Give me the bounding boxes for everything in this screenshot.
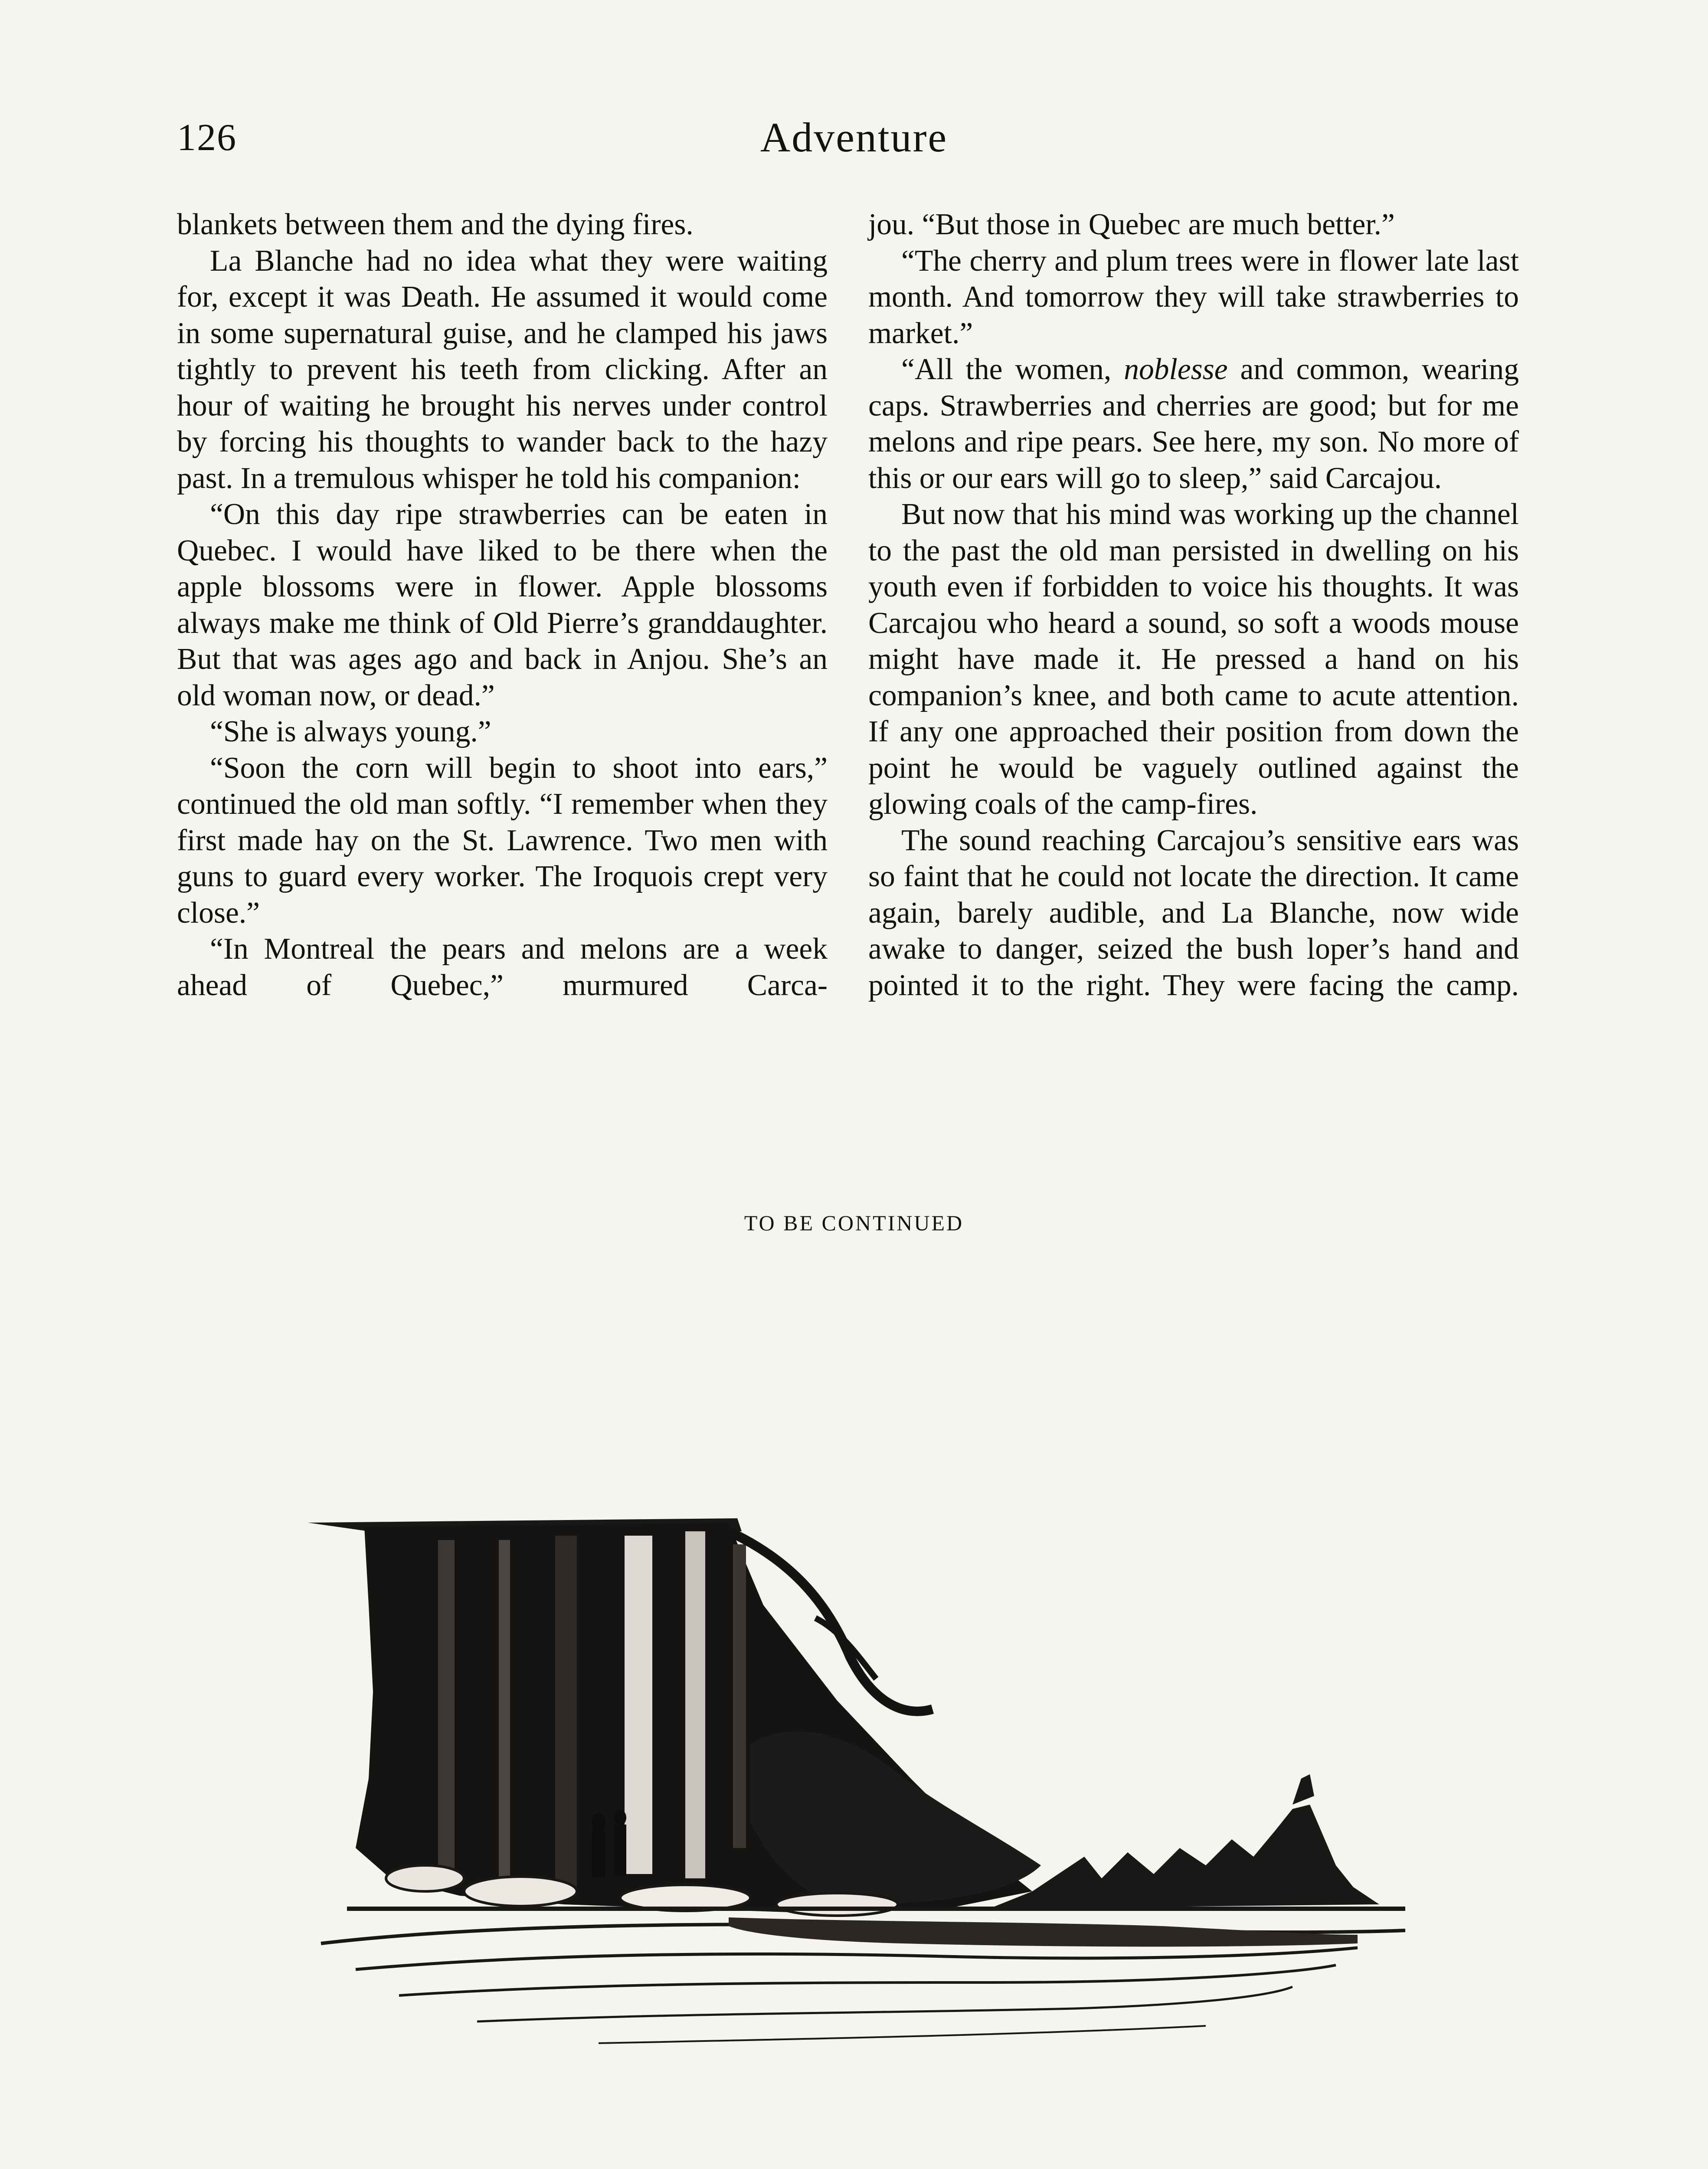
paragraph: “In Montreal the pears and melons are a week ahead of Quebec,” murmured Carca- [177, 932, 828, 1002]
paragraph: “The cherry and plum trees were in flower late last month. And tomorrow they will take strawberries to market.” [868, 244, 1519, 350]
right-column [868, 206, 1519, 1003]
paragraph: The sound reaching Carcajou’s sensitive ears was so faint that he could not locate the direction. It came again, barely audible, and La Blanche, now wide awake to danger, seized the bush loper’s hand and pointed it to the right. They were facing the camp. [868, 823, 1519, 1002]
paragraph-text: and common, wearing caps. Strawberries and cherries are good; but for me melons and ripe pears. See here, my son. No more of this or our ears will go to sleep,” said Carcajou. [868, 353, 1519, 495]
to-be-continued: TO BE CONTINUED [744, 1211, 964, 1235]
paragraph: But now that his mind was working up the channel to the past the old man persisted in dwelling on his youth even if forbidden to voice his thoughts. It was Carcajou who heard a sound, so soft a woods mouse might have made it. He pressed a hand on his companion’s knee, and both came to acute attention. If any one approached their position from down the point he would be vaguely outlined against the glowing coals of the camp-fires. [868, 498, 1519, 821]
running-title: Adventure [760, 114, 948, 161]
paragraph: “On this day ripe strawberries can be eaten in Quebec. I would have liked to be there when the apple blossoms were in flower. Apple blossoms always make me think of Old Pierre’s granddaughter. But that was ages ago and back in Anjou. She’s an old woman now, or dead.” [177, 498, 828, 712]
paragraph: La Blanche had no idea what they were waiting for, except it was Death. He assumed it would come in some supernatural guise, and he clamped his jaws tightly to prevent his teeth from clicking. After an hour of waiting he brought his nerves under control by forcing his thoughts to wander back to the hazy past. In a tremulous whisper he told his companion: [177, 244, 828, 495]
italic-word: noblesse [1124, 353, 1228, 386]
paragraph: jou. “But those in Quebec are much better.” [868, 208, 1395, 241]
page-number: 126 [177, 117, 237, 159]
paragraph: “Soon the corn will begin to shoot into ears,” continued the old man softly. “I remember when they first made hay on the St. Lawrence. Two men with guns to guard every worker. The Iroquois crept very close.” [177, 751, 828, 930]
paragraph [868, 351, 1519, 496]
left-column [177, 206, 828, 1003]
paragraph-text: “All the women, [901, 353, 1124, 386]
paragraph: “She is always young.” [210, 715, 491, 748]
forest-shore-illustration [295, 1475, 1431, 2091]
paragraph: blankets between them and the dying fires. [177, 208, 694, 241]
ink-drawing [295, 1475, 1431, 2091]
